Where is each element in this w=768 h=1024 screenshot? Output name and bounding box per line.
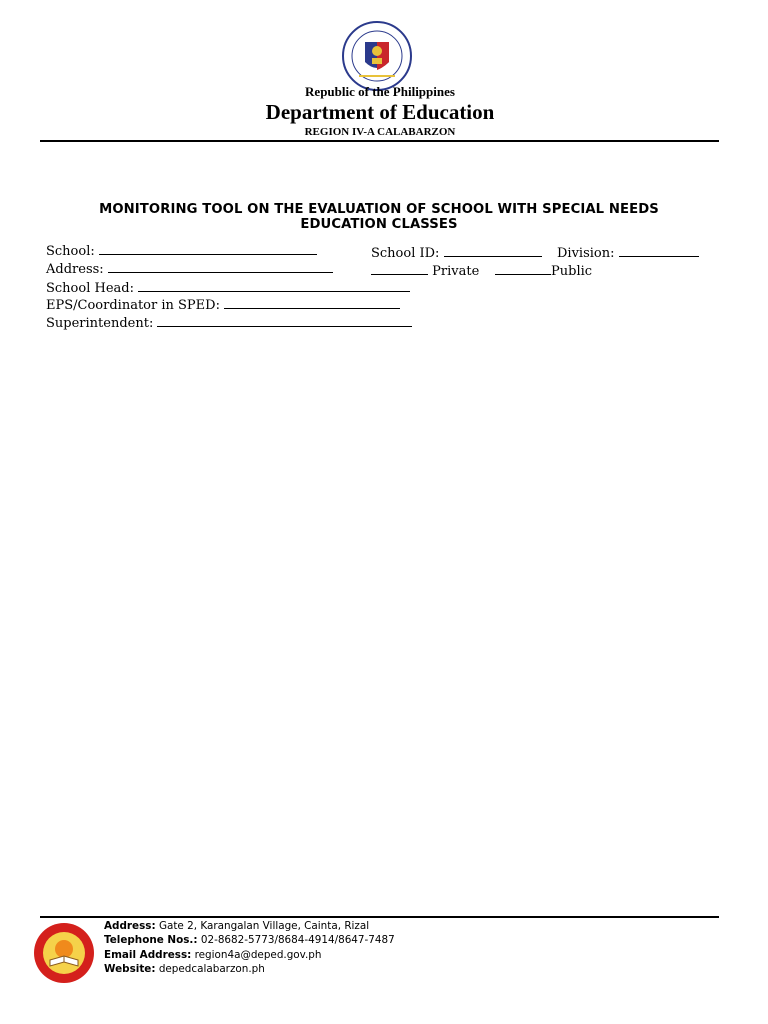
school-label: School: — [46, 244, 95, 259]
division-label: Division: — [557, 246, 615, 261]
footer-email-label: Email Address: — [104, 949, 192, 961]
school-id-field — [371, 246, 542, 261]
division-field — [557, 246, 699, 261]
superintendent-label: Superintendent: — [46, 316, 154, 331]
footer-address — [104, 920, 369, 932]
region-heading: REGION IV-A CALABARZON — [304, 126, 456, 138]
eps-field — [46, 298, 400, 313]
public-label: Public — [551, 264, 593, 279]
address-label: Address: — [46, 262, 104, 277]
department-heading: Department of Education — [265, 100, 495, 124]
region-seal-logo — [30, 922, 98, 984]
header-divider — [40, 140, 719, 142]
republic-heading: Republic of the Philippines — [305, 84, 455, 99]
footer-divider — [40, 916, 719, 918]
private-label: Private — [432, 264, 480, 279]
school-head-blank[interactable] — [138, 281, 410, 292]
title-line-2: EDUCATION CLASSES — [300, 217, 458, 232]
address-blank[interactable] — [108, 262, 333, 273]
division-blank[interactable] — [619, 246, 699, 257]
eps-blank[interactable] — [224, 298, 400, 309]
eps-label: EPS/Coordinator in SPED: — [46, 298, 220, 313]
address-field — [46, 262, 333, 277]
title-line-1: MONITORING TOOL ON THE EVALUATION OF SCHOOL WITH SPECIAL NEEDS — [99, 202, 659, 217]
footer-telephone-value: 02-8682-5773/8684-4914/8647-7487 — [200, 934, 395, 946]
footer-address-label: Address: — [104, 920, 156, 932]
superintendent-field — [46, 316, 412, 331]
school-field — [46, 244, 317, 259]
school-id-blank[interactable] — [444, 246, 542, 257]
public-blank[interactable] — [495, 264, 551, 275]
school-id-label: School ID: — [371, 246, 440, 261]
footer-telephone — [104, 934, 395, 946]
school-head-field — [46, 281, 410, 296]
footer-website-value[interactable]: depedcalabarzon.ph — [158, 963, 265, 975]
footer-telephone-label: Telephone Nos.: — [104, 934, 198, 946]
document-title — [50, 202, 708, 232]
footer-email-value[interactable]: region4a@deped.gov.ph — [194, 949, 322, 961]
school-head-label: School Head: — [46, 281, 134, 296]
deped-seal-logo — [339, 20, 415, 92]
footer-website-label: Website: — [104, 963, 156, 975]
superintendent-blank[interactable] — [157, 316, 412, 327]
footer-website — [104, 963, 265, 975]
school-blank[interactable] — [99, 244, 317, 255]
private-blank[interactable] — [371, 264, 428, 275]
footer-email — [104, 949, 322, 961]
footer-address-value: Gate 2, Karangalan Village, Cainta, Rizal — [158, 920, 370, 932]
public-option — [495, 264, 592, 279]
private-option — [371, 264, 479, 279]
